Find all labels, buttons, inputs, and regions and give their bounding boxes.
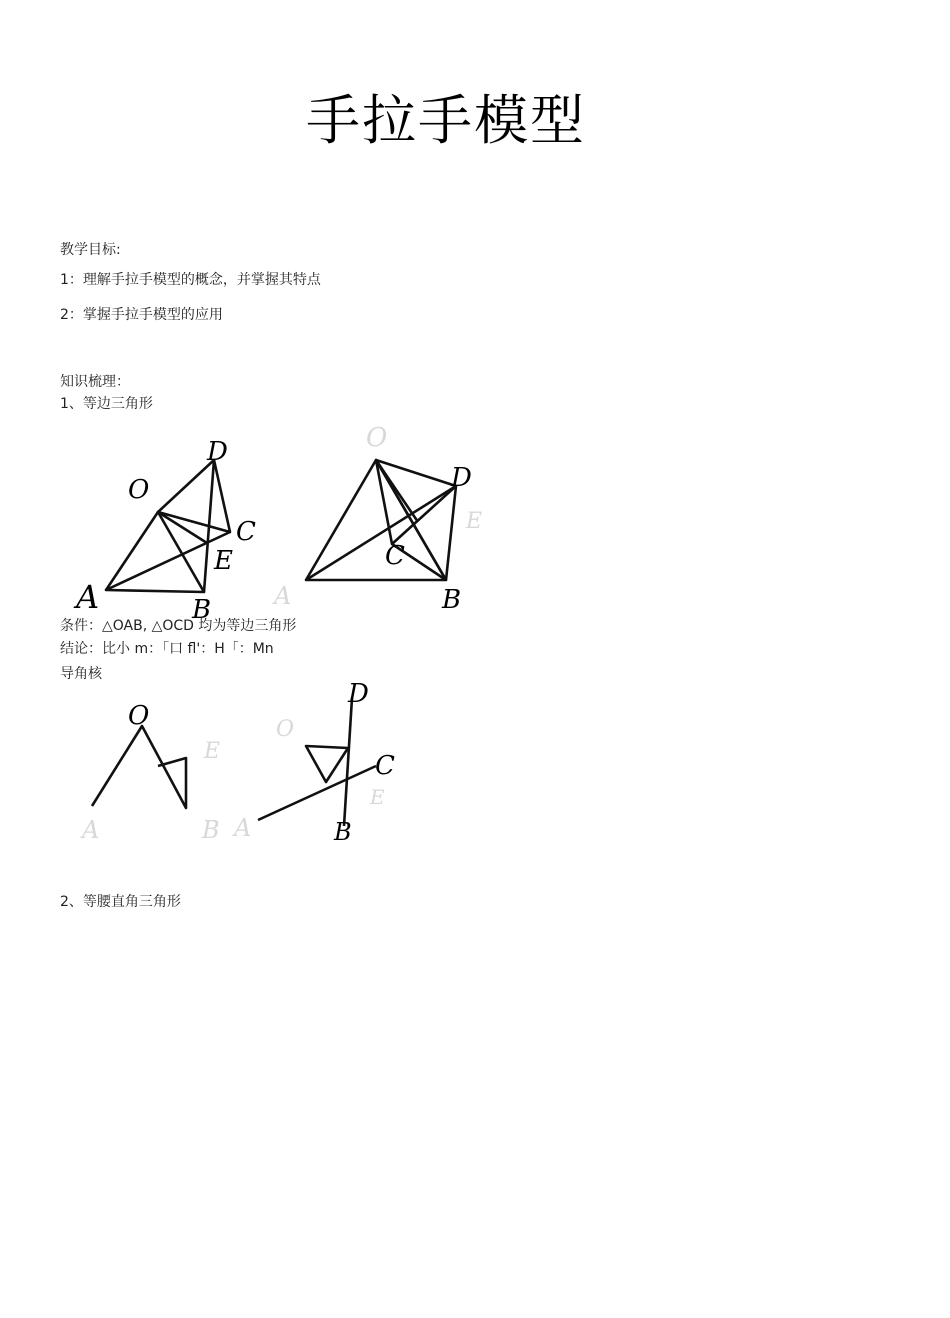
label-e: E xyxy=(466,509,483,534)
knowledge-heading: 知识梳理： xyxy=(60,374,130,390)
label-b: B xyxy=(192,595,212,625)
segment-db xyxy=(446,486,456,580)
label-b: B xyxy=(202,816,220,844)
label-o: O xyxy=(276,717,295,742)
figure-equilateral-1 xyxy=(70,432,270,625)
label-e: E xyxy=(370,785,385,809)
objectives-heading: 教学目标: xyxy=(60,242,121,258)
label-b: B xyxy=(334,818,352,846)
label-b: B xyxy=(442,585,462,615)
condition-text: 条件：△OAB, △OCD 均为等边三角形 xyxy=(60,618,297,634)
section-right-isosceles-heading: 2、等腰直角三角形 xyxy=(60,894,181,910)
label-c: C xyxy=(385,541,405,571)
label-o: O xyxy=(366,423,388,453)
label-a: A xyxy=(82,816,100,844)
section-equilateral-heading: 1、等边三角形 xyxy=(60,396,153,412)
label-c: C xyxy=(375,751,395,781)
triangle-oab xyxy=(306,460,446,580)
segment-ad xyxy=(306,486,456,580)
figure-angle-2 xyxy=(230,676,410,852)
figure-equilateral-2 xyxy=(270,424,500,620)
label-d: D xyxy=(451,463,472,493)
label-a: A xyxy=(76,578,100,616)
page-title: 手拉手模型 xyxy=(306,89,586,152)
label-o: O xyxy=(128,475,150,505)
label-e: E xyxy=(204,739,221,764)
label-d: D xyxy=(348,679,369,709)
objective-item-2: 2：掌握手拉手模型的应用 xyxy=(60,307,223,323)
triangle-small xyxy=(306,746,348,782)
segment-db xyxy=(344,698,352,826)
label-a: A xyxy=(274,582,292,610)
label-d: D xyxy=(207,437,228,467)
label-o: O xyxy=(128,701,150,731)
triangle-ocd xyxy=(158,460,230,532)
segment-oe xyxy=(158,512,207,543)
shape-angle xyxy=(92,726,186,808)
label-c: C xyxy=(236,517,256,547)
triangle-ocd xyxy=(376,460,456,544)
angle-bisector-text: 导角核 xyxy=(60,666,102,682)
figure-angle-1 xyxy=(76,696,246,846)
conclusion-text: 结论：比小 m：「口 fl'：H「：Mn xyxy=(60,641,274,657)
segment-ac xyxy=(258,766,376,820)
objective-item-1: 1：理解手拉手模型的概念，并掌握其特点 xyxy=(60,272,321,288)
label-a: A xyxy=(234,814,252,842)
label-e: E xyxy=(214,546,233,576)
